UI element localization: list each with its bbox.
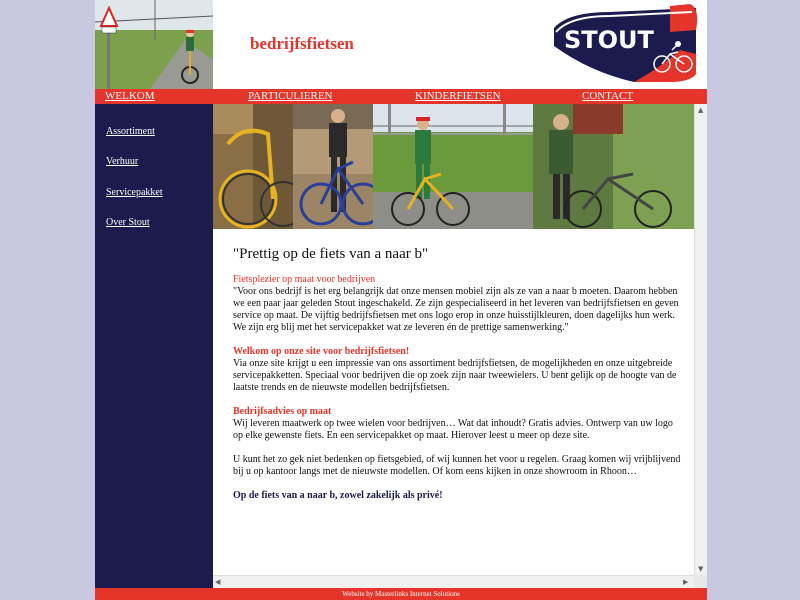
sidebar xyxy=(95,104,213,588)
scroll-right-arrow-icon[interactable]: ▶ xyxy=(683,578,689,586)
section-body: Via onze site krijgt u een impressie van ons assortiment bedrijfsfietsen, de mogelijkheden en onze uitgebreide servicepakketten. Speciaal voor bedrijven die op zoek zijn naar tweewielers. U bent gelijk op de hoogte van de laatste trends en de nieuwste modellen bedrijfsfietsen. xyxy=(233,358,677,393)
article xyxy=(233,245,681,512)
quote-title: "Prettig op de fiets van a naar b" xyxy=(233,246,429,262)
section-heading: Bedrijfsadvies op maat xyxy=(233,406,332,417)
scrollbar-corner xyxy=(694,575,707,588)
site-title: bedrijfsfietsen xyxy=(250,34,354,53)
section-heading: Welkom op onze site voor bedrijfsfietsen! xyxy=(233,346,410,357)
sidebar-item-over-stout[interactable]: Over Stout xyxy=(106,217,150,228)
section-body: Wij leveren maatwerk op twee wielen voor bedrijven… Wat dat inhoudt? Gratis advies. Ontwerp van uw logo op elke gewenste fiets. En een servicepakket op maat. Hierover leest u meer op deze site. xyxy=(233,418,673,441)
nav-kinderfietsen[interactable]: KINDERFIETSEN xyxy=(415,90,501,102)
section-fietsplezier xyxy=(233,274,681,334)
banner-photo-yellow-bikes xyxy=(213,104,305,229)
banner-photo-garden-bike xyxy=(533,104,694,229)
footer xyxy=(95,588,707,600)
sidebar-item-servicepakket[interactable]: Servicepakket xyxy=(106,187,163,198)
nav-contact[interactable]: CONTACT xyxy=(582,90,634,102)
main-content[interactable] xyxy=(213,104,707,588)
closing-statement: Op de fiets van a naar b, zowel zakelijk als privé! xyxy=(233,490,443,501)
stout-logo[interactable] xyxy=(550,2,702,84)
sidebar-item-verhuur[interactable]: Verhuur xyxy=(106,156,139,167)
scroll-left-arrow-icon[interactable]: ◀ xyxy=(215,578,221,586)
vertical-scrollbar[interactable] xyxy=(694,104,707,575)
banner-photos xyxy=(213,104,694,229)
scroll-up-arrow-icon[interactable]: ▲ xyxy=(698,106,704,114)
sidebar-item-assortiment[interactable]: Assortiment xyxy=(106,126,155,137)
page-container xyxy=(95,0,707,600)
logo-text: STOUT xyxy=(564,26,654,54)
nav-welkom[interactable]: WELKOM xyxy=(105,90,155,102)
horizontal-scrollbar[interactable] xyxy=(213,575,694,588)
banner-photo-railway-worker xyxy=(373,104,533,229)
header-photo-cyclist xyxy=(95,0,213,89)
footer-credit-link[interactable]: Masterlinks Internet Solutions xyxy=(375,590,460,598)
top-navigation xyxy=(95,89,707,104)
section-bedrijfsadvies xyxy=(233,406,681,442)
section-body: U kunt het zo gek niet bedenken op fietsgebied, of wij kunnen het voor u regelen. Graag komen wij vrijblijvend bij u op kantoor langs met de nieuwste modellen. Of kom eens kijken in onze showroom in Rhoon… xyxy=(233,454,681,477)
footer-prefix: Website by xyxy=(342,590,376,598)
section-welkom xyxy=(233,346,681,394)
section-showroom xyxy=(233,454,681,478)
scroll-down-arrow-icon[interactable]: ▼ xyxy=(698,565,704,573)
banner-photo-blue-bike xyxy=(293,104,383,229)
nav-particulieren[interactable]: PARTICULIEREN xyxy=(248,90,333,102)
section-body: "Voor ons bedrijf is het erg belangrijk dat onze mensen mobiel zijn als ze van a naar b moeten. Daarom hebben we een paar jaar geleden Stout ingeschakeld. Ze zijn gespecialiseerd in het leveren van bedrijfsfietsen en geven service op maat. De vijftig bedrijfsfietsen met ons logo erop in onze huisstijlkleuren, doen dagelijks hun werk. We zijn erg blij met het servicepakket wat ze leveren én de prettige samenwerking." xyxy=(233,286,679,333)
header xyxy=(95,0,707,89)
section-subtitle: Fietsplezier op maat voor bedrijven xyxy=(233,274,376,285)
